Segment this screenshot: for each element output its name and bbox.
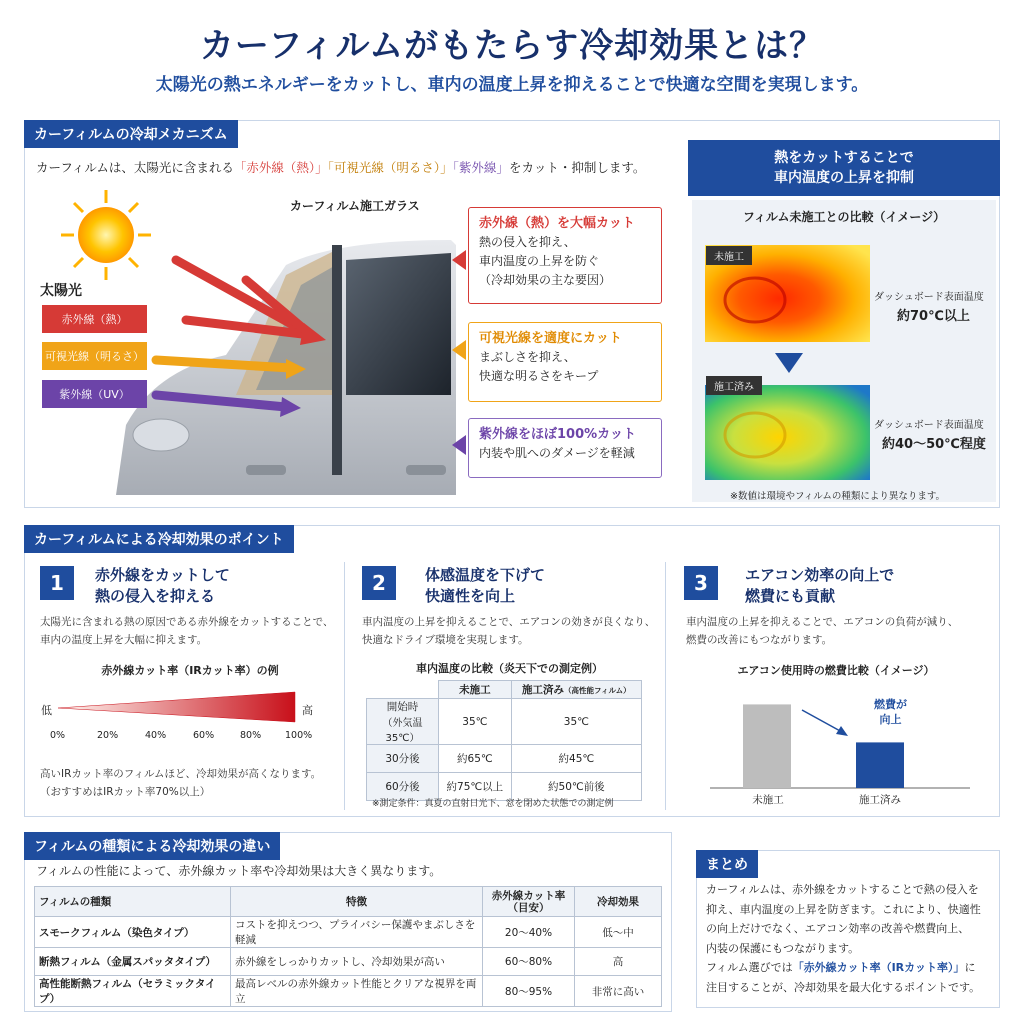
types-table	[34, 886, 662, 1007]
point-2-text	[362, 613, 655, 649]
intro-visible: 「可視光線（明るさ）」	[327, 160, 453, 175]
comparison-banner	[688, 140, 1000, 196]
types-cell: 高	[575, 948, 662, 976]
table-cell: 35℃	[439, 699, 512, 745]
summary-line	[706, 958, 981, 978]
page-subtitle: 太陽光の熱エネルギーをカットし、車内の温度上昇を抑えることで快適な空間を実現します。	[155, 75, 869, 95]
point-1-text-line: 太陽光に含まれる熱の原因である赤外線をカットすることで、	[40, 616, 334, 628]
intro-text-end: をカット・抑制します。	[508, 160, 646, 175]
temp-table-title: 車内温度の比較（炎天下での測定例）	[416, 662, 603, 675]
fuel-chart-title: エアコン使用時の燃費比較（イメージ）	[737, 664, 935, 677]
callout-connectors	[448, 240, 470, 460]
types-header: フィルムの種類	[35, 887, 231, 917]
types-header-text: 赤外線カット率	[491, 889, 566, 902]
callout-visible	[468, 322, 662, 402]
mechanism-intro	[36, 158, 645, 176]
fuel-chart	[710, 690, 970, 790]
trend-arrow	[802, 710, 842, 732]
after-value: 約40〜50℃程度	[882, 437, 986, 452]
fuel-annotation-line: 向上	[879, 713, 902, 726]
summary-text-span: に	[964, 961, 976, 974]
intro-ir: 「赤外線（熱）」	[233, 160, 328, 175]
types-cell: 非常に高い	[575, 976, 662, 1007]
callout-ir-title: 赤外線（熱）を大幅カット	[479, 216, 635, 231]
point-1-title-line: 熱の侵入を抑える	[95, 587, 216, 605]
table-header: 未施工	[439, 681, 512, 699]
ray-chip-uv: 紫外線（UV）	[42, 380, 147, 408]
sun-label: 太陽光	[40, 283, 82, 299]
types-header: 特徴	[231, 887, 483, 917]
point-2-title-line: 体感温度を下げて	[425, 566, 546, 584]
ray-chip-visible: 可視光線（明るさ）	[42, 342, 147, 370]
intro-uv: 「紫外線」	[452, 160, 509, 175]
types-header-sub: （目安）	[507, 901, 550, 914]
summary-line: 抑え、車内温度の上昇を防ぎます。これにより、快適性	[706, 902, 981, 916]
ir-low-label: 低	[41, 704, 52, 717]
types-cell: スモークフィルム（染色タイプ）	[35, 917, 231, 948]
ir-tick: 0%	[50, 730, 66, 741]
summary-text	[706, 880, 981, 997]
before-label: ダッシュボード表面温度	[874, 292, 984, 303]
types-cell: 高性能断熱フィルム（セラミックタイプ）	[35, 976, 231, 1007]
table-row-label	[367, 699, 439, 745]
table-row	[367, 699, 642, 745]
types-heading: フィルムの種類による冷却効果の違い	[24, 832, 280, 860]
table-cell: 約50℃前後	[511, 773, 641, 801]
summary-text-span: フィルム選びでは	[706, 961, 793, 974]
types-row	[35, 917, 662, 948]
table-cell: 約65℃	[439, 745, 512, 773]
types-cell: コストを抑えつつ、プライバシー保護やまぶしさを軽減	[231, 917, 483, 948]
point-1-title	[95, 565, 230, 607]
ir-tick: 40%	[145, 730, 167, 741]
table-cell: 35℃	[511, 699, 641, 745]
types-cell: 20〜40%	[483, 917, 575, 948]
callout-uv-title: 紫外線をほぼ100%カット	[479, 427, 637, 442]
types-cell: 赤外線をしっかりカットし、冷却効果が高い	[231, 948, 483, 976]
callout-uv	[468, 418, 662, 478]
types-header: 冷却効果	[575, 887, 662, 917]
ir-gradient-bar	[55, 690, 300, 730]
before-value: 約70℃以上	[897, 309, 970, 324]
temp-table	[366, 680, 642, 801]
table-header-text: 施工済み	[522, 684, 565, 696]
point-3-number: 3	[684, 566, 718, 600]
types-header	[483, 887, 575, 917]
after-tag: 施工済み	[706, 376, 762, 395]
fuel-annotation-line: 燃費が	[874, 698, 907, 711]
callout-ir-line: （冷却効果の主な要因）	[479, 273, 612, 287]
mechanism-heading: カーフィルムの冷却メカニズム	[24, 120, 238, 148]
ir-tick: 100%	[285, 730, 313, 741]
page-title: カーフィルムがもたらす冷却効果とは？	[199, 26, 825, 66]
callout-ir-line: 車内温度の上昇を防ぐ	[479, 254, 600, 268]
ir-tick: 80%	[240, 730, 262, 741]
table-row-label: 60分後	[367, 773, 439, 801]
ir-tick: 20%	[97, 730, 119, 741]
types-cell: 60〜80%	[483, 948, 575, 976]
point-2-number: 2	[362, 566, 396, 600]
point-3-text	[686, 613, 958, 649]
table-row	[367, 745, 642, 773]
comparison-subhead: フィルム未施工との比較（イメージ）	[742, 210, 946, 224]
types-cell: 低〜中	[575, 917, 662, 948]
point-2-text-line: 快適なドライブ環境を実現します。	[362, 634, 529, 646]
thermal-images	[705, 245, 870, 480]
banner-line: 熱をカットすることで	[774, 150, 914, 166]
points-heading: カーフィルムによる冷却効果のポイント	[24, 525, 294, 553]
banner-line: 車内温度の上昇を抑制	[774, 170, 914, 186]
point-1-foot	[40, 765, 321, 801]
types-cell: 80〜95%	[483, 976, 575, 1007]
fuel-bar	[856, 742, 904, 788]
after-label: ダッシュボード表面温度	[874, 420, 984, 431]
point-3-text-line: 車内温度の上昇を抑えることで、エアコンの負荷が減り、	[686, 616, 959, 628]
trend-arrow-head	[836, 726, 848, 736]
point-2-title-line: 快適性を向上	[425, 587, 516, 605]
fuel-category-label: 未施工	[752, 794, 784, 806]
table-row-label: 30分後	[367, 745, 439, 773]
table-header-sub: （高性能フィルム）	[564, 686, 631, 695]
summary-line: カーフィルムは、赤外線をカットすることで熱の侵入を	[706, 883, 979, 896]
summary-line: の向上だけでなく、エアコン効率の改善や燃費向上、	[706, 922, 970, 935]
ir-chart-title: 赤外線カット率（IRカット率）の例	[101, 664, 279, 677]
table-corner	[367, 681, 439, 699]
types-cell: 最高レベルの赤外線カット性能とクリアな視界を両立	[231, 976, 483, 1007]
ir-high-label: 高	[302, 704, 313, 717]
divider	[344, 562, 345, 810]
point-3-title	[745, 565, 894, 607]
point-1-number: 1	[40, 566, 74, 600]
summary-heading: まとめ	[696, 850, 758, 878]
types-intro: フィルムの性能によって、赤外線カット率や冷却効果は大きく異なります。	[36, 864, 442, 878]
glass-label: カーフィルム施工ガラス	[290, 199, 420, 213]
callout-ir-line: 熱の侵入を抑え、	[479, 235, 576, 249]
types-cell: 断熱フィルム（金属スパッタタイプ）	[35, 948, 231, 976]
comparison-note: ※数値は環境やフィルムの種類により異なります。	[730, 491, 946, 502]
row-label: 開始時	[386, 701, 419, 713]
fuel-annotation	[874, 697, 907, 727]
point-2-text-line: 車内温度の上昇を抑えることで、エアコンの効きが良くなり、	[362, 616, 656, 628]
fuel-bar	[743, 704, 791, 788]
types-row	[35, 976, 662, 1007]
summary-line: 内装の保護にもつながります。	[706, 941, 860, 955]
divider	[665, 562, 666, 810]
table-cell: 約75℃以上	[439, 773, 512, 801]
point-3-title-line: エアコン効率の向上で	[745, 566, 895, 584]
point-1-foot-line: 高いIRカット率のフィルムほど、冷却効果が高くなります。	[40, 768, 322, 780]
table-header	[511, 681, 641, 699]
point-1-text	[40, 613, 333, 649]
point-1-foot-line: （おすすめはIRカット率70%以上）	[40, 786, 211, 798]
temp-table-note: ※測定条件：真夏の直射日光下、窓を閉めた状態での測定例	[372, 799, 614, 809]
point-2-title	[425, 565, 545, 607]
ray-chip-ir: 赤外線（熱）	[42, 305, 147, 333]
point-1-text-line: 車内の温度上昇を大幅に抑えます。	[40, 634, 208, 646]
callout-visible-title: 可視光線を適度にカット	[479, 331, 622, 346]
summary-emphasis: 「赤外線カット率（IRカット率）」	[792, 961, 965, 974]
ir-tick: 60%	[193, 730, 215, 741]
summary-line: 注目することが、冷却効果を最大化するポイントです。	[706, 980, 981, 994]
point-3-text-line: 燃費の改善にもつながります。	[686, 634, 833, 646]
callout-uv-line: 内装や肌へのダメージを軽減	[479, 446, 635, 460]
point-1-title-line: 赤外線をカットして	[95, 566, 230, 584]
callout-ir	[468, 207, 662, 304]
intro-text: カーフィルムは、太陽光に含まれる	[36, 160, 234, 175]
callout-visible-line: まぶしさを抑え、	[479, 350, 576, 364]
fuel-category-label: 施工済み	[859, 794, 901, 806]
row-sub: （外気温35℃）	[382, 718, 423, 744]
point-3-title-line: 燃費にも貢献	[745, 587, 836, 605]
table-cell: 約45℃	[511, 745, 641, 773]
types-row	[35, 948, 662, 976]
callout-visible-line: 快適な明るさをキープ	[479, 369, 599, 383]
sun-icon	[61, 190, 151, 280]
before-tag: 未施工	[706, 246, 752, 265]
